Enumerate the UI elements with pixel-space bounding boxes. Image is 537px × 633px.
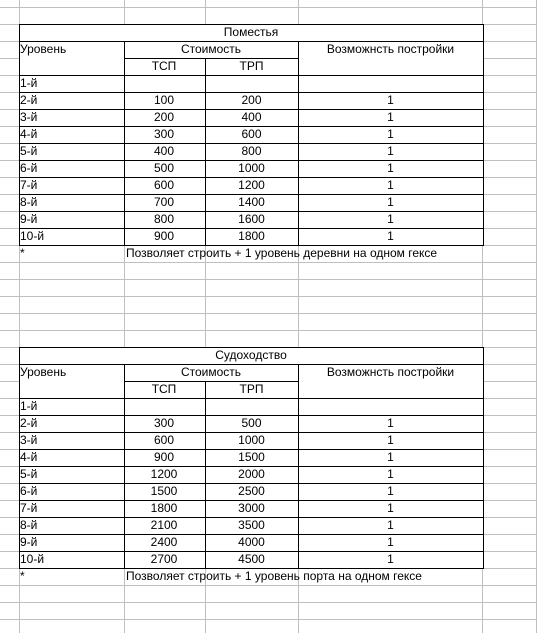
cell-level: 4-й <box>20 450 38 464</box>
table-border <box>483 347 484 569</box>
cell-level: 8-й <box>20 195 38 209</box>
table-row <box>19 500 483 517</box>
cell-level: 4-й <box>20 127 38 141</box>
grid-row-line <box>0 313 537 314</box>
table-header-row <box>19 41 483 58</box>
table-border <box>205 381 206 568</box>
grid-row-line <box>0 330 537 331</box>
cell-build: 1 <box>387 178 394 192</box>
cell-tsp: 200 <box>153 110 175 124</box>
table-row <box>19 75 483 92</box>
table-title-row <box>19 347 483 364</box>
cell-level: 1-й <box>20 76 38 90</box>
header-build-possibility: Возможнсть постройки <box>326 42 455 56</box>
cell-trp: 1400 <box>238 195 265 209</box>
grid-row-line <box>0 602 537 603</box>
cell-level: 3-й <box>20 433 38 447</box>
table-border <box>19 551 483 552</box>
cell-tsp: 600 <box>153 178 175 192</box>
table-row <box>19 449 483 466</box>
cell-build: 1 <box>387 433 394 447</box>
table-border <box>19 160 483 161</box>
table-border <box>298 364 299 568</box>
table-row <box>19 483 483 500</box>
cell-trp <box>205 398 298 415</box>
cell-level: 5-й <box>20 144 38 158</box>
header-level: Уровень <box>20 42 67 56</box>
table-border <box>124 364 125 568</box>
header-tsp: ТСП <box>151 382 177 396</box>
cell-trp: 4000 <box>238 535 265 549</box>
table-border <box>19 92 483 93</box>
header-tsp: ТСП <box>151 59 177 73</box>
table-row <box>19 398 483 415</box>
grid-row-line <box>0 279 537 280</box>
cell-trp: 1800 <box>238 229 265 243</box>
cell-tsp: 2100 <box>150 518 178 532</box>
cell-tsp <box>124 398 204 415</box>
cell-trp: 1000 <box>238 433 265 447</box>
table-border <box>19 177 483 178</box>
cell-trp: 2000 <box>238 467 265 481</box>
cell-build: 1 <box>387 467 394 481</box>
cell-build: 1 <box>387 484 394 498</box>
table-row <box>19 415 483 432</box>
cell-tsp: 500 <box>153 161 175 175</box>
table-border <box>19 398 483 399</box>
table-border <box>19 126 483 127</box>
cell-tsp: 300 <box>153 127 175 141</box>
cell-build: 1 <box>387 450 394 464</box>
cell-tsp: 400 <box>153 144 175 158</box>
cell-trp: 3000 <box>238 501 265 515</box>
table-title: Судоходство <box>215 348 287 362</box>
cell-build: 1 <box>387 501 394 515</box>
note-text: Позволяет строить + 1 уровень деревни на одном гексе <box>126 246 438 260</box>
table-border <box>19 432 483 433</box>
table-border <box>124 41 125 245</box>
cell-level: 5-й <box>20 467 38 481</box>
cell-tsp: 900 <box>153 450 175 464</box>
grid-row-line <box>0 619 537 620</box>
table-border <box>19 109 483 110</box>
cell-level: 6-й <box>20 161 38 175</box>
table-row <box>19 109 483 126</box>
table-border <box>19 24 484 25</box>
table-row <box>19 466 483 483</box>
table-subheader-row <box>19 58 483 75</box>
table-border <box>19 143 483 144</box>
cell-level: 9-й <box>20 535 38 549</box>
table-border <box>19 211 483 212</box>
cell-level: 2-й <box>20 93 38 107</box>
note-mark: * <box>20 569 25 583</box>
table-subheader-row <box>19 381 483 398</box>
cell-build: 1 <box>387 518 394 532</box>
cell-build: 1 <box>387 212 394 226</box>
cell-trp: 400 <box>241 110 262 124</box>
table-row <box>19 517 483 534</box>
cell-trp <box>205 75 298 92</box>
cell-level: 9-й <box>20 212 38 226</box>
table-row <box>19 551 483 568</box>
cell-trp: 1500 <box>238 450 265 464</box>
table-row <box>19 143 483 160</box>
header-trp: ТРП <box>239 59 264 73</box>
cell-tsp: 800 <box>153 212 175 226</box>
table-row <box>19 194 483 211</box>
table-note-row <box>19 568 483 585</box>
cell-trp: 200 <box>241 93 262 107</box>
cell-level: 6-й <box>20 484 38 498</box>
cell-trp: 4500 <box>238 552 265 566</box>
cell-tsp: 1500 <box>150 484 178 498</box>
cell-tsp: 2700 <box>150 552 178 566</box>
table-row <box>19 432 483 449</box>
cell-level: 1-й <box>20 399 38 413</box>
table-title: Поместья <box>223 25 279 39</box>
table-border <box>19 483 483 484</box>
header-cost: Стоимость <box>180 42 242 56</box>
cell-trp: 1000 <box>238 161 265 175</box>
cell-build: 1 <box>387 127 394 141</box>
cell-trp: 3500 <box>238 518 265 532</box>
table-row <box>19 177 483 194</box>
grid-row-line <box>0 262 537 263</box>
cell-level: 7-й <box>20 501 38 515</box>
cell-build: 1 <box>387 195 394 209</box>
cell-level: 2-й <box>20 416 38 430</box>
cell-trp: 1600 <box>238 212 265 226</box>
table-border <box>205 58 206 245</box>
table-title-row <box>19 24 483 41</box>
cell-build <box>299 75 482 92</box>
table-border <box>19 75 483 76</box>
table-border <box>124 381 298 382</box>
table-row <box>19 228 483 245</box>
cell-tsp: 1200 <box>150 467 178 481</box>
cell-trp: 2500 <box>238 484 265 498</box>
cell-tsp: 900 <box>153 229 175 243</box>
cell-level: 8-й <box>20 518 38 532</box>
cell-level: 7-й <box>20 178 38 192</box>
cell-build: 1 <box>387 229 394 243</box>
cell-tsp <box>124 75 204 92</box>
table-border <box>19 347 484 348</box>
table-border <box>19 194 483 195</box>
table-border <box>19 517 483 518</box>
cell-level: 10-й <box>20 552 45 566</box>
cell-level: 10-й <box>20 229 45 243</box>
header-build-possibility: Возможнсть постройки <box>326 365 455 379</box>
cell-build: 1 <box>387 416 394 430</box>
cell-build: 1 <box>387 161 394 175</box>
cell-build <box>299 398 482 415</box>
grid-row-line <box>0 296 537 297</box>
cell-build: 1 <box>387 110 394 124</box>
table-row <box>19 126 483 143</box>
table-row <box>19 211 483 228</box>
table-border <box>298 41 299 245</box>
table-border <box>19 534 483 535</box>
table-border <box>19 228 483 229</box>
cell-trp: 500 <box>241 416 262 430</box>
table-border <box>19 245 484 246</box>
table-border <box>19 41 483 42</box>
cell-tsp: 600 <box>153 433 175 447</box>
table-header-row <box>19 364 483 381</box>
cell-tsp: 1800 <box>150 501 178 515</box>
table-border <box>19 500 483 501</box>
table-border <box>19 568 484 569</box>
header-trp: ТРП <box>239 382 264 396</box>
table-border <box>483 24 484 246</box>
cell-build: 1 <box>387 535 394 549</box>
header-cost: Стоимость <box>180 365 242 379</box>
cell-build: 1 <box>387 144 394 158</box>
header-level: Уровень <box>20 365 67 379</box>
cell-trp: 1200 <box>238 178 265 192</box>
table-border <box>19 364 483 365</box>
grid-row-line <box>0 585 537 586</box>
cell-trp: 800 <box>241 144 262 158</box>
cell-tsp: 2400 <box>150 535 178 549</box>
table-border <box>19 466 483 467</box>
table-border <box>19 449 483 450</box>
table-border <box>19 415 483 416</box>
cell-build: 1 <box>387 552 394 566</box>
cell-tsp: 100 <box>153 93 175 107</box>
cell-build: 1 <box>387 93 394 107</box>
cell-level: 3-й <box>20 110 38 124</box>
grid-row-line <box>0 7 537 8</box>
cell-trp: 600 <box>241 127 262 141</box>
cell-tsp: 700 <box>153 195 175 209</box>
table-row <box>19 534 483 551</box>
table-border <box>124 58 298 59</box>
table-row <box>19 160 483 177</box>
note-text: Позволяет строить + 1 уровень порта на одном гексе <box>126 569 422 583</box>
note-mark: * <box>20 246 25 260</box>
cell-tsp: 300 <box>153 416 175 430</box>
table-note-row <box>19 245 483 262</box>
table-row <box>19 92 483 109</box>
